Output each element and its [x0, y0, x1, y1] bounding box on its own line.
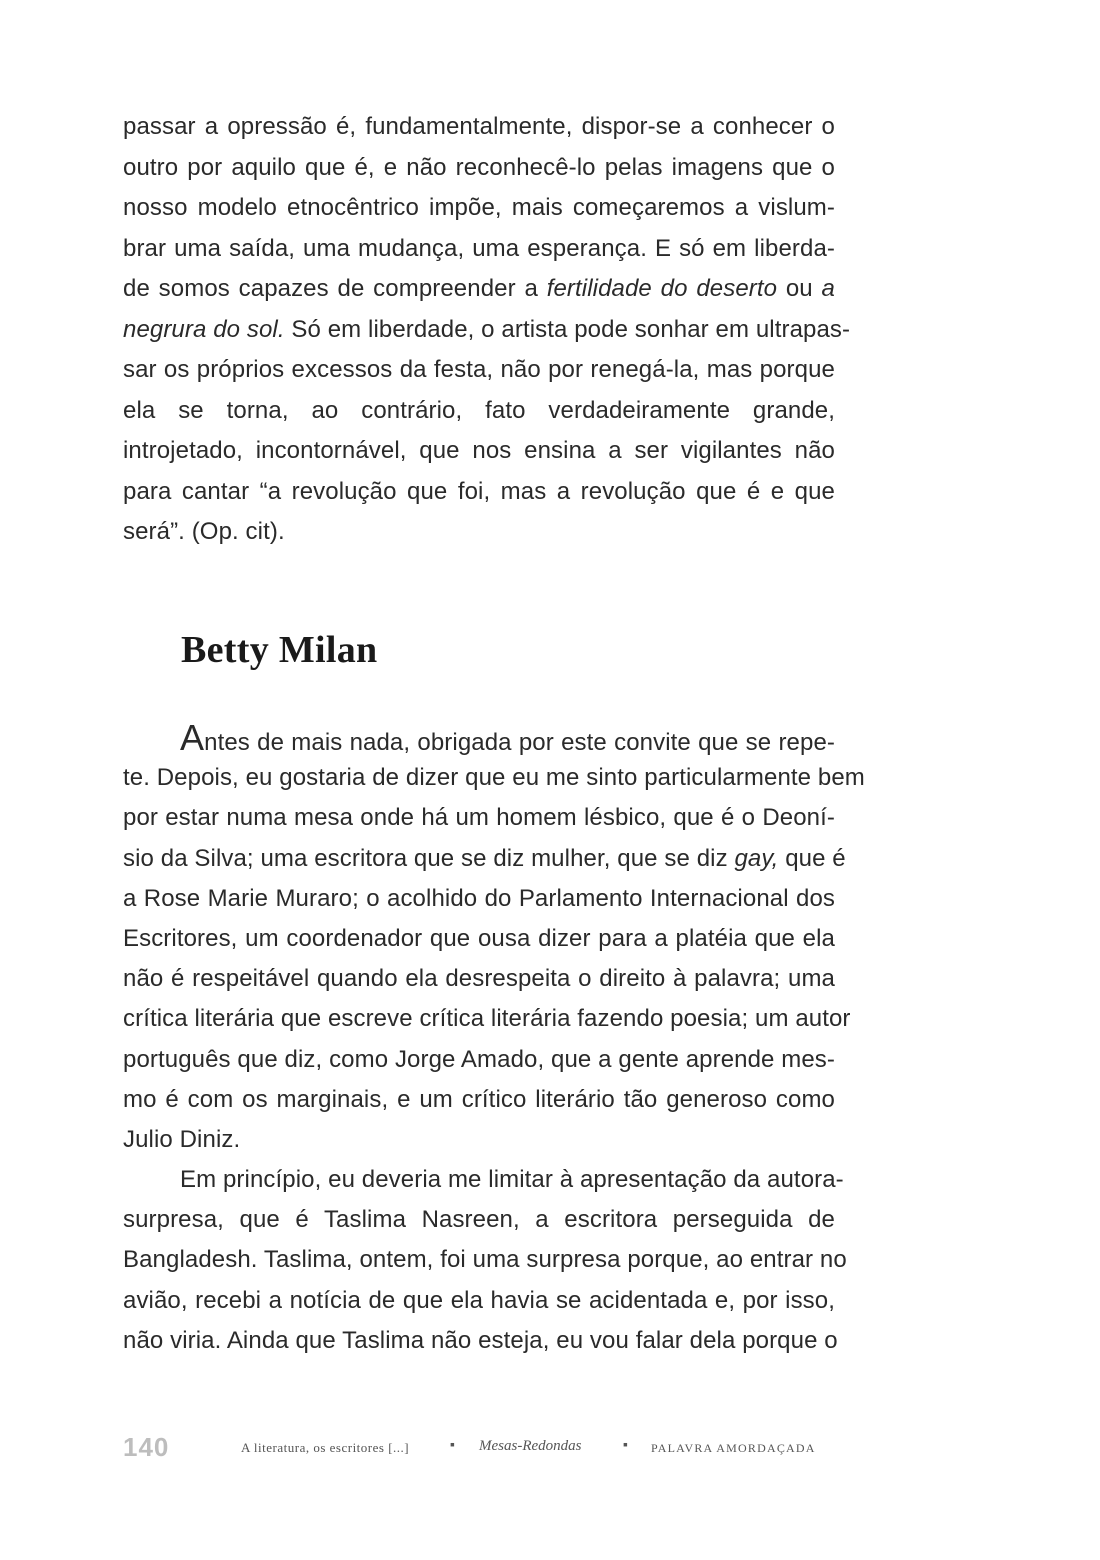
text-fragment: sio da Silva; uma escritora que se diz mulher, que se diz	[123, 844, 735, 872]
text-fragment: ntes de mais nada, obrigada por este convite que se repe-	[204, 729, 835, 756]
footer-section-title: Mesas-Redondas	[479, 1438, 582, 1454]
text-line: a Rose Marie Muraro; o acolhido do Parlamento Internacional dos	[123, 884, 835, 912]
text-fragment: de somos capazes de compreender a	[123, 275, 547, 302]
text-line: será”. (Op. cit).	[123, 518, 285, 545]
text-line: outro por aquilo que é, e não reconhecê-lo pelas imagens que o	[123, 153, 835, 181]
text-line-dropcap	[123, 718, 835, 758]
text-fragment: ou	[777, 275, 822, 302]
text-line: te. Depois, eu gostaria de dizer que eu me sinto particularmente bem	[123, 764, 865, 792]
drop-cap-letter: A	[180, 717, 205, 758]
text-line: mo é com os marginais, e um crítico literário tão generoso como	[123, 1085, 835, 1113]
text-line: Em princípio, eu deveria me limitar à apresentação da autora-	[180, 1166, 844, 1194]
text-line: não é respeitável quando ela desrespeita o direito à palavra; uma	[123, 965, 835, 993]
text-line: português que diz, como Jorge Amado, que a gente aprende mes-	[123, 1045, 835, 1073]
footer-series-title: PALAVRA AMORDAÇADA	[651, 1441, 816, 1455]
page-number: 140	[123, 1432, 170, 1462]
text-line: não viria. Ainda que Taslima não esteja, eu vou falar dela porque o	[123, 1326, 838, 1354]
section-heading: Betty Milan	[181, 629, 378, 671]
text-line: introjetado, incontornável, que nos ensina a ser vigilantes não	[123, 437, 835, 464]
italic-word: gay,	[734, 844, 779, 872]
text-line: nosso modelo etnocêntrico impõe, mais começaremos a vislum-	[123, 194, 835, 221]
text-line: passar a opressão é, fundamentalmente, dispor-se a conhecer o	[123, 113, 835, 140]
text-line: crítica literária que escreve crítica literária fazendo poesia; um autor	[123, 1005, 851, 1033]
italic-phrase: a	[821, 275, 835, 302]
text-line-with-italics	[123, 269, 835, 310]
text-line: ela se torna, ao contrário, fato verdadeiramente grande,	[123, 396, 835, 424]
text-line: surpresa, que é Taslima Nasreen, a escritora perseguida de	[123, 1206, 835, 1234]
speech-body	[123, 717, 865, 1361]
text-line: Julio Diniz.	[123, 1125, 241, 1153]
text-line: sar os próprios excessos da festa, não por renegá-la, mas porque	[123, 356, 835, 383]
text-line: brar uma saída, uma mudança, uma esperança. E só em liberda-	[123, 234, 835, 262]
footer-book-title: A literatura, os escritores [...]	[241, 1440, 410, 1455]
text-line: para cantar “a revolução que foi, mas a revolução que é e que	[123, 477, 835, 505]
footer-separator-icon: ▪	[450, 1438, 455, 1453]
text-line-with-italics	[123, 839, 846, 879]
text-fragment: Só em liberdade, o artista pode sonhar em ultrapas-	[284, 315, 851, 343]
continued-paragraph	[123, 107, 851, 553]
page-footer	[123, 1432, 835, 1462]
footer-separator-icon: ▪	[623, 1438, 628, 1453]
text-line: Escritores, um coordenador que ousa dizer para a platéia que ela	[123, 924, 835, 952]
text-fragment: que é	[778, 844, 846, 872]
text-line: por estar numa mesa onde há um homem lésbico, que é o Deoní-	[123, 804, 835, 832]
italic-phrase: fertilidade do deserto	[546, 275, 778, 302]
text-line: Bangladesh. Taslima, ontem, foi uma surpresa porque, ao entrar no	[123, 1246, 847, 1274]
text-line-with-italics	[123, 310, 851, 351]
text-line: avião, recebi a notícia de que ela havia se acidentada e, por isso,	[123, 1286, 835, 1314]
italic-phrase: negrura do sol.	[123, 315, 285, 343]
